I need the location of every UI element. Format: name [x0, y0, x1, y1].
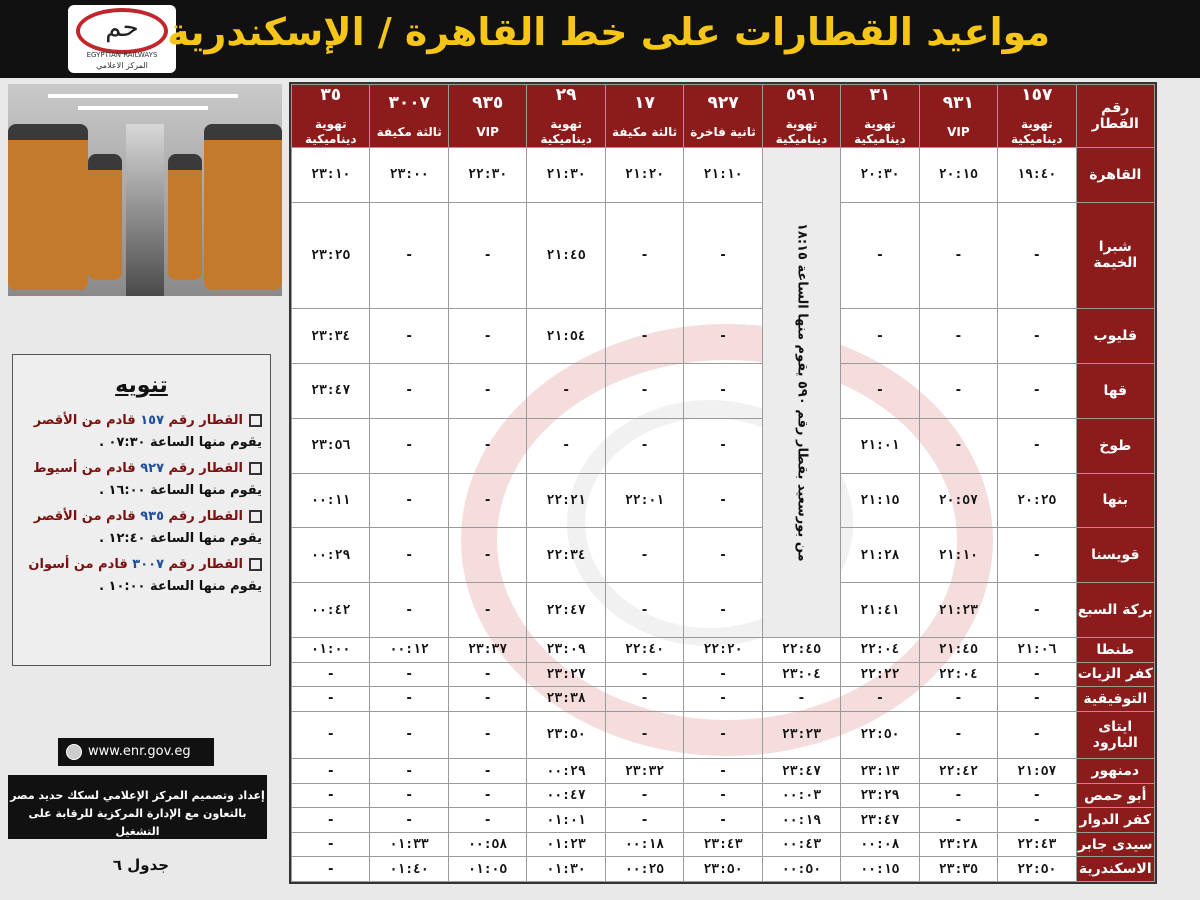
time-cell: -: [370, 759, 448, 784]
time-cell: ٢٣:٢٥: [292, 202, 370, 308]
train-header-5: [605, 85, 683, 148]
time-cell: ٢١:٤٥: [919, 638, 997, 663]
notice-item: [19, 554, 262, 598]
time-cell: -: [919, 687, 997, 712]
train-number: ٩٣١: [942, 92, 974, 113]
train-class: تهوية ديناميكية: [304, 117, 357, 146]
time-cell: ٠٠:١٨: [605, 832, 683, 857]
time-cell: ٠١:٠١: [527, 808, 605, 833]
time-cell: -: [448, 662, 526, 687]
time-cell: -: [448, 711, 526, 759]
notice-departure-time: يقوم منها الساعة ٠٧:٣٠ .: [99, 435, 262, 450]
train-number: ٣٥: [320, 85, 342, 105]
notice-origin: قادم من الأقصر: [33, 509, 136, 524]
table-row: [292, 202, 1155, 308]
station-name: طنطا: [1076, 638, 1154, 663]
time-cell: -: [605, 363, 683, 418]
table-row: [292, 687, 1155, 712]
time-cell: ٢٣:١٣: [841, 759, 919, 784]
time-cell: -: [684, 363, 762, 418]
time-cell: ٢١:٠١: [841, 418, 919, 473]
notice-item: [19, 506, 262, 550]
time-cell: -: [605, 202, 683, 308]
schedule-table-container: [289, 82, 1157, 884]
table-row: [292, 759, 1155, 784]
train-class: تهوية ديناميكية: [540, 117, 592, 146]
notice-origin: قادم من أسيوط: [33, 461, 136, 476]
time-cell: ٠٠:١٩: [762, 808, 840, 833]
time-cell: ٢١:٣٠: [527, 148, 605, 203]
time-cell: -: [292, 687, 370, 712]
time-cell: -: [292, 857, 370, 882]
train-seat: [168, 154, 202, 280]
time-cell: -: [448, 808, 526, 833]
time-cell: -: [370, 528, 448, 583]
time-cell: -: [998, 309, 1076, 364]
train-header-6: [527, 85, 605, 148]
time-cell: -: [684, 309, 762, 364]
time-cell: ٠١:٣٣: [370, 832, 448, 857]
time-cell: ٢٣:٠٩: [527, 638, 605, 663]
time-cell: -: [998, 687, 1076, 712]
time-cell: -: [370, 473, 448, 528]
time-cell: ٢٢:٠٤: [841, 638, 919, 663]
table-row: [292, 808, 1155, 833]
time-cell: ٢٣:٥٠: [527, 711, 605, 759]
time-cell: ٢٠:٣٠: [841, 148, 919, 203]
time-cell: ٠٠:١٢: [370, 638, 448, 663]
time-cell: ٢٢:٤٠: [605, 638, 683, 663]
egyptian-railways-logo: [68, 5, 176, 73]
time-cell: -: [292, 808, 370, 833]
time-cell: -: [605, 711, 683, 759]
globe-icon: [66, 744, 82, 760]
time-cell: ٠٠:٢٩: [292, 528, 370, 583]
time-cell: ٢٢:٤٢: [919, 759, 997, 784]
time-cell: ٢٣:٥٦: [292, 418, 370, 473]
time-cell: ٢٣:٠٤: [762, 662, 840, 687]
time-cell: ٢٣:٣٧: [448, 638, 526, 663]
station-name: سيدى جابر: [1076, 832, 1154, 857]
time-cell: -: [370, 363, 448, 418]
time-cell: -: [370, 662, 448, 687]
notice-origin: قادم من الأقصر: [33, 413, 136, 428]
schedule-table: [291, 84, 1155, 882]
train-class: تهوية ديناميكية: [775, 117, 828, 146]
time-cell: ٢٣:٢٣: [762, 711, 840, 759]
credit-box: [8, 775, 267, 839]
table-row: [292, 583, 1155, 638]
train-header-7: [448, 85, 526, 148]
notice-prefix: القطار رقم: [168, 413, 243, 428]
table-row: [292, 662, 1155, 687]
website-badge: [58, 738, 214, 766]
time-cell: -: [841, 309, 919, 364]
train-number: ٩٢٧: [707, 92, 739, 113]
time-cell: -: [370, 418, 448, 473]
time-cell: -: [919, 711, 997, 759]
credit-line-1: إعداد وتصميم المركز الإعلامي لسكك حديد مصر: [10, 789, 265, 802]
station-name: التوفيقية: [1076, 687, 1154, 712]
station-name: قليوب: [1076, 309, 1154, 364]
time-cell: ٢٠:١٥: [919, 148, 997, 203]
notice-prefix: القطار رقم: [168, 509, 243, 524]
time-cell: ٠١:٠٠: [292, 638, 370, 663]
time-cell: -: [684, 528, 762, 583]
time-cell: ٢١:٤٥: [527, 202, 605, 308]
time-cell: -: [370, 808, 448, 833]
station-name: شبرا الخيمة: [1076, 202, 1154, 308]
notice-departure-time: يقوم منها الساعة ١٦:٠٠ .: [99, 483, 262, 498]
time-cell: -: [998, 662, 1076, 687]
time-cell: ٢٣:١٠: [292, 148, 370, 203]
train-number: ٢٩: [555, 85, 577, 105]
time-cell: -: [684, 808, 762, 833]
train-number: ١٧: [634, 92, 655, 113]
time-cell: ٠٠:٠٣: [762, 783, 840, 808]
train-591-origin-note: [762, 148, 840, 638]
station-name: كفر الدوار: [1076, 808, 1154, 833]
time-cell: ٢٣:٢٨: [919, 832, 997, 857]
station-name: الاسكندرية: [1076, 857, 1154, 882]
table-row: [292, 783, 1155, 808]
station-name: بركة السبع: [1076, 583, 1154, 638]
notice-prefix: القطار رقم: [168, 557, 243, 572]
time-cell: ٠١:٤٠: [370, 857, 448, 882]
table-row: [292, 363, 1155, 418]
time-cell: ٢٣:٥٠: [684, 857, 762, 882]
table-row: [292, 309, 1155, 364]
notice-train-number: ٩٢٧: [140, 461, 165, 476]
time-cell: ٢١:٢٨: [841, 528, 919, 583]
time-cell: -: [684, 418, 762, 473]
train-seat: [204, 124, 282, 290]
time-cell: -: [370, 202, 448, 308]
time-cell: -: [448, 473, 526, 528]
train-class: VIP: [947, 124, 970, 139]
time-cell: ٢١:٠٦: [998, 638, 1076, 663]
station-name: القاهرة: [1076, 148, 1154, 203]
train-aisle: [126, 124, 164, 296]
logo-glyph: حم: [105, 13, 139, 43]
time-cell: ٢٣:٢٧: [527, 662, 605, 687]
time-cell: ٢١:٤١: [841, 583, 919, 638]
time-cell: ٠٠:٥٨: [448, 832, 526, 857]
train-header-9: [292, 85, 370, 148]
time-cell: -: [370, 583, 448, 638]
notice-box: [12, 354, 271, 666]
time-cell: -: [370, 309, 448, 364]
table-row: [292, 148, 1155, 203]
train-header-0: [998, 85, 1076, 148]
station-name: قها: [1076, 363, 1154, 418]
time-cell: ٠٠:٢٥: [605, 857, 683, 882]
time-cell: -: [605, 783, 683, 808]
train-591-note-text: من بورسعيد بقطار رقم ٥٩٠ يقوم منها الساعة ١٨:١٥: [794, 223, 810, 562]
time-cell: ٢١:١٥: [841, 473, 919, 528]
time-cell: -: [448, 687, 526, 712]
train-header-4: [684, 85, 762, 148]
train-number: ٥٩١: [785, 85, 818, 105]
notice-item: [19, 458, 262, 502]
time-cell: ٢١:٢٠: [605, 148, 683, 203]
table-row: [292, 711, 1155, 759]
train-class: ثالثة مكيفة: [376, 124, 442, 139]
checkbox-square-icon: [249, 414, 262, 427]
train-number: ٣١: [869, 85, 891, 105]
time-cell: -: [684, 583, 762, 638]
checkbox-square-icon: [249, 510, 262, 523]
table-header-row: [292, 85, 1155, 148]
time-cell: ٠٠:٤٢: [292, 583, 370, 638]
logo-english-text: EGYPTIAN RAILWAYS: [86, 51, 158, 59]
table-number-label: جدول ٦: [112, 856, 170, 874]
train-interior-photo: [8, 84, 282, 296]
train-class: تهوية ديناميكية: [854, 117, 906, 146]
time-cell: ٢٣:٣٤: [292, 309, 370, 364]
notice-train-number: ٣٠٠٧: [132, 557, 165, 572]
time-cell: -: [919, 783, 997, 808]
time-cell: ٢٣:٤٧: [841, 808, 919, 833]
table-row: [292, 638, 1155, 663]
time-cell: -: [370, 783, 448, 808]
time-cell: ٠١:٠٥: [448, 857, 526, 882]
time-cell: -: [919, 808, 997, 833]
train-seat: [8, 124, 88, 290]
time-cell: -: [605, 418, 683, 473]
time-cell: ٢٣:٣٥: [919, 857, 997, 882]
time-cell: ٢٣:٣٨: [527, 687, 605, 712]
time-cell: ٢٢:٢٠: [684, 638, 762, 663]
time-cell: ١٩:٤٠: [998, 148, 1076, 203]
time-cell: -: [527, 363, 605, 418]
time-cell: -: [684, 711, 762, 759]
time-cell: ٢٢:٢٢: [841, 662, 919, 687]
notice-departure-time: يقوم منها الساعة ١٠:٠٠ .: [99, 579, 262, 594]
ceiling-light: [78, 106, 208, 110]
time-cell: ٠٠:٥٠: [762, 857, 840, 882]
train-number: ٣٠٠٧: [388, 92, 430, 113]
train-header-2: [841, 85, 919, 148]
time-cell: -: [448, 418, 526, 473]
time-cell: -: [448, 783, 526, 808]
header-bar: [0, 0, 1200, 78]
time-cell: -: [605, 687, 683, 712]
time-cell: -: [684, 473, 762, 528]
time-cell: ٢٢:٥٠: [841, 711, 919, 759]
time-cell: -: [605, 662, 683, 687]
time-cell: ٢٢:٠٤: [919, 662, 997, 687]
time-cell: -: [292, 662, 370, 687]
notice-list: [19, 410, 262, 598]
time-cell: -: [919, 202, 997, 308]
time-cell: -: [841, 687, 919, 712]
time-cell: ٠٠:٠٨: [841, 832, 919, 857]
train-class: تهوية ديناميكية: [1011, 117, 1063, 146]
time-cell: -: [762, 687, 840, 712]
time-cell: -: [605, 528, 683, 583]
time-cell: -: [448, 583, 526, 638]
time-cell: -: [998, 363, 1076, 418]
time-cell: -: [684, 202, 762, 308]
time-cell: -: [448, 309, 526, 364]
time-cell: ٠٠:٢٩: [527, 759, 605, 784]
time-cell: -: [919, 418, 997, 473]
notice-item: [19, 410, 262, 454]
station-name: أبو حمص: [1076, 783, 1154, 808]
notice-train-number: ١٥٧: [140, 413, 165, 428]
station-name: قويسنا: [1076, 528, 1154, 583]
train-class: ثالثة مكيفة: [612, 124, 678, 139]
time-cell: ٢١:١٠: [684, 148, 762, 203]
time-cell: -: [998, 711, 1076, 759]
time-cell: ٢٢:٣٠: [448, 148, 526, 203]
station-name: طوخ: [1076, 418, 1154, 473]
time-cell: -: [998, 808, 1076, 833]
logo-arabic-text: المركز الاعلامي: [96, 61, 148, 70]
time-cell: ٢٢:٢١: [527, 473, 605, 528]
time-cell: ٢٢:٥٠: [998, 857, 1076, 882]
station-name: ايتاى البارود: [1076, 711, 1154, 759]
notice-title: تنويه: [115, 373, 168, 398]
checkbox-square-icon: [249, 462, 262, 475]
train-class: ثانية فاخرة: [690, 124, 756, 139]
time-cell: ٢٠:٥٧: [919, 473, 997, 528]
notice-prefix: القطار رقم: [168, 461, 243, 476]
time-cell: ٢٢:٠١: [605, 473, 683, 528]
train-number: ٩٣٥: [472, 92, 504, 113]
time-cell: -: [684, 759, 762, 784]
time-cell: ٢١:٥٤: [527, 309, 605, 364]
time-cell: -: [527, 418, 605, 473]
time-cell: -: [841, 363, 919, 418]
time-cell: ٢٣:٤٧: [762, 759, 840, 784]
table-row: [292, 418, 1155, 473]
time-cell: ٢٢:٤٧: [527, 583, 605, 638]
time-cell: -: [448, 202, 526, 308]
time-cell: ٢٢:٣٤: [527, 528, 605, 583]
time-cell: -: [841, 202, 919, 308]
time-cell: ٠٠:١١: [292, 473, 370, 528]
train-class: VIP: [476, 124, 499, 139]
time-cell: ٢٢:٤٣: [998, 832, 1076, 857]
train-number: ١٥٧: [1021, 85, 1053, 105]
time-cell: ٠٠:٤٣: [762, 832, 840, 857]
train-header-1: [919, 85, 997, 148]
time-cell: ٢١:١٠: [919, 528, 997, 583]
time-cell: ٠٠:٤٧: [527, 783, 605, 808]
notice-origin: قادم من أسوان: [28, 557, 128, 572]
time-cell: -: [605, 808, 683, 833]
corner-header: رقم القطار: [1076, 85, 1154, 148]
notice-departure-time: يقوم منها الساعة ١٢:٤٠ .: [99, 531, 262, 546]
station-name: كفر الزيات: [1076, 662, 1154, 687]
time-cell: -: [998, 202, 1076, 308]
time-cell: ٢٣:٢٩: [841, 783, 919, 808]
table-row: [292, 528, 1155, 583]
table-row: [292, 832, 1155, 857]
time-cell: -: [292, 711, 370, 759]
time-cell: -: [998, 418, 1076, 473]
time-cell: ٢٣:٣٢: [605, 759, 683, 784]
time-cell: -: [292, 832, 370, 857]
train-seat: [88, 154, 122, 280]
ceiling-light: [48, 94, 238, 98]
time-cell: ٢٣:٤٧: [292, 363, 370, 418]
time-cell: -: [448, 528, 526, 583]
time-cell: ٢١:٢٣: [919, 583, 997, 638]
time-cell: -: [370, 711, 448, 759]
time-cell: ٢١:٥٧: [998, 759, 1076, 784]
time-cell: ٢٣:٠٠: [370, 148, 448, 203]
time-cell: -: [684, 687, 762, 712]
notice-train-number: ٩٣٥: [140, 509, 165, 524]
time-cell: ٢٣:٤٣: [684, 832, 762, 857]
time-cell: -: [684, 783, 762, 808]
time-cell: -: [605, 309, 683, 364]
time-cell: ٠١:٢٣: [527, 832, 605, 857]
time-cell: -: [370, 687, 448, 712]
time-cell: -: [684, 662, 762, 687]
time-cell: -: [292, 759, 370, 784]
credit-line-2: بالتعاون مع الإدارة المركزية للرقابة على التشغيل: [28, 807, 247, 838]
train-header-8: [370, 85, 448, 148]
time-cell: -: [919, 363, 997, 418]
time-cell: ٠١:٣٠: [527, 857, 605, 882]
page-title: مواعيد القطارات على خط القاهرة / الإسكندرية: [167, 10, 1050, 54]
time-cell: -: [998, 783, 1076, 808]
station-name: بنها: [1076, 473, 1154, 528]
station-name: دمنهور: [1076, 759, 1154, 784]
table-row: [292, 857, 1155, 882]
time-cell: -: [448, 363, 526, 418]
time-cell: -: [998, 583, 1076, 638]
time-cell: ٢٢:٤٥: [762, 638, 840, 663]
train-header-3: [762, 85, 840, 148]
time-cell: -: [448, 759, 526, 784]
table-row: [292, 473, 1155, 528]
time-cell: ٢٠:٢٥: [998, 473, 1076, 528]
checkbox-square-icon: [249, 558, 262, 571]
time-cell: ٠٠:١٥: [841, 857, 919, 882]
website-url: www.enr.gov.eg: [88, 744, 191, 759]
time-cell: -: [605, 583, 683, 638]
time-cell: -: [292, 783, 370, 808]
time-cell: -: [998, 528, 1076, 583]
time-cell: -: [919, 309, 997, 364]
